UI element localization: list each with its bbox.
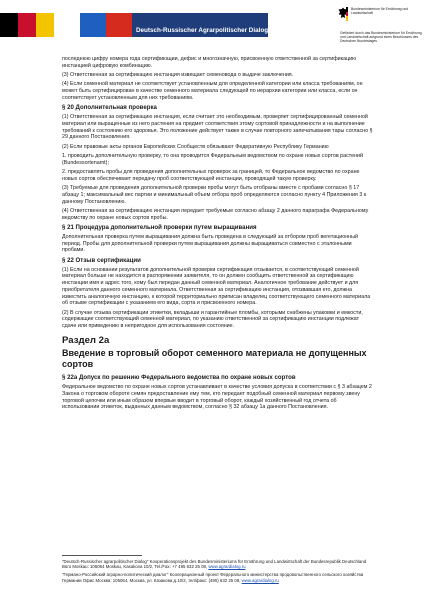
footer-line-german: [62, 559, 374, 570]
paragraph: (3) Ответственная за сертификацию инстанция извещает семеновода о выдаче заключения.: [62, 72, 294, 79]
paragraph: Дополнительная проверка путем выращивания должна быть проведена в следующий за отбором проб вегетационный период. Пробы для дополнительной проверки путем выращивания должны выращиваться совместно с эталонными пробами.: [62, 233, 358, 254]
document-footer: [62, 555, 374, 586]
ministry-flag-bar: [346, 7, 348, 21]
section-heading: § 22a Допуск по решению Федерального ведомства по охране новых сортов: [62, 374, 296, 382]
paragraph: (4) Ответственная за сертификацию инстанция передает требуемые согласно абзацу 2 данного параграфа Федеральному ведомству по охране новых сортов пробы.: [62, 208, 369, 221]
footer-link-german[interactable]: www.agrardialog.ru: [208, 564, 246, 569]
paragraph: 1. проводить дополнительную проверку, то она проводится Федеральным ведомством по охране новых сортов растений (Bundessortenamt);: [62, 153, 364, 166]
footer-text-german: "Deutsch-Russischer agrarpolitischer Dialog" Kooperationsprojekt des Bundesministeriums für Ernährung und Landwirtschaft der Bundesrepublik Deutschland Büro Moskau: 105064 Moskau, Kasakova 10/2, Tel./Fax: +7 495 632 25 08,: [62, 558, 367, 569]
footer-link-russian[interactable]: www.agrardialog.ru: [241, 577, 279, 583]
paragraph: (2) В случае отзыва сертификации этикетки, вкладыши и гарантийные пломбы, которыми снабжены упаковки и емкости, содержащие соответствующий семенной материал, по указанию ответственной за сертификацию инстанции подлежат сдаче или приведению в непригодное для использования состояние.: [62, 309, 363, 330]
paragraph: (4) Если семенной материал не соответствует установленным для определенной категории или класса требованиям, он может быть сертифицирован в качестве семенного материала следующей по иерархии категории или класса, если он соответствует установленным для них требованиям.: [62, 81, 363, 101]
russian-flag-stripe-red: [106, 13, 132, 37]
paragraph: (2) Если правовые акты органов Европейских Сообществ обязывают Федеративную Республику Германию: [62, 143, 329, 150]
ministry-name: Bundesministerium für Ernährung und Landwirtschaft: [351, 7, 409, 16]
german-flag-stripe-black: [0, 13, 18, 37]
paragraph: (1) Ответственная за сертификацию инстанция, если считает это необходимым, проверяет сертифицированный семенной материал или выращенные из него растения на предмет соответствия этому сортовой принадлежности и на выполнение требований к состоянию его здоровья. Это положение действует также в случае повторного запечатывания тары согласно § 29 данного Постановления.: [62, 114, 373, 141]
paragraph: последнюю цифру номера года сертификации, дефис и многозначную, присвоенную ответственной за сертификацию инстанцией цифровую комбинацию.: [62, 56, 357, 69]
german-flag-stripe-gold: [36, 13, 54, 37]
section-heading: § 22 Отзыв сертификации: [62, 256, 141, 264]
part-heading: Раздел 2a: [62, 334, 110, 346]
document-body: [62, 56, 374, 414]
german-flag-stripe-red: [18, 13, 36, 37]
part-title: Введение в торговый оборот семенного материала не допущенных сортов: [62, 348, 367, 370]
russian-flag-stripe-blue: [80, 13, 106, 37]
document-header: [0, 0, 424, 48]
paragraph: 2. предоставлять пробы для проведения дополнительных проверок за границей, то Федеральное ведомство по охране новых сортов обеспечивает передачу проб соответствующей инстанции, проводящей такую проверку.: [62, 169, 360, 182]
paragraph: (3) Требуемые для проведения дополнительной проверки пробы могут быть отобраны вместе с пробами согласно § 17 абзацу 1; максимальный вес партии и минимальный объем отбора проб определяются согласно пункту 4 Приложения 3 к данному Постановлению.: [62, 185, 367, 205]
footer-rule: [62, 555, 142, 556]
paragraph: (1) Если на основании результатов дополнительной проверки сертификация отзывается, в соответствующий семенной материал больше не находится в распоряжении заявителя, то он должен сообщить ответственной за сертификацию инстанции имя и адрес того, кому был передан данный семенной материал. Аналогичное требование действует и для приобретателя данного семенного материала. Ответственная за сертификацию инстанция, отозвавшая его, должна известить аналогичную инстанцию, к которой территориально приписан владелец соответствующего семенного материала об отзыве сертификации с указанием его вида, сорта и присвоенного номера.: [62, 266, 371, 307]
section-heading: § 21 Процедура дополнительной проверки путем выращивания: [62, 224, 257, 232]
header-subtitle: Германо-Российский аграрно-политический диалог: [136, 37, 297, 44]
footer-text-russian: "Германо-Российский аграрно-политический диалог" Кооперационный проект Федерального министерства продовольственного сельского хозяйства Германии Офис Москва: 105064, Москва, ул. Казакова д.10/2, тел/факс: (495) 632 25 08,: [62, 572, 364, 583]
footer-line-russian: [62, 572, 374, 583]
header-title: Deutsch-Russischer Agrarpolitischer Dialog: [136, 27, 269, 34]
section-heading: § 20 Дополнительная проверка: [62, 104, 157, 112]
ministry-logo-text: [351, 7, 421, 15]
header-banner: [0, 13, 297, 44]
paragraph: Федеральное ведомство по охране новых сортов устанавливает в качестве условия допуска в соответствии с § 3 абзацем 2 Закона о торговом обороте семян предоставление ему тем, кто передает подобный семенной материал первому звену торговой цепочки или иным образом впервые вводит в торговый оборот, каждый хозяйственный год отчета об использовании этикеток, выданных данным ведомством, согласно § 32 абзацу 1а данного Постановления.: [62, 384, 372, 411]
russian-flag-stripe-white: [54, 13, 80, 37]
funding-note: Gefördert durch das Bundesministerium für Ernährung und Landwirtschaft aufgrund eines Beschlusses des Deutschen Bundestages: [340, 31, 422, 44]
